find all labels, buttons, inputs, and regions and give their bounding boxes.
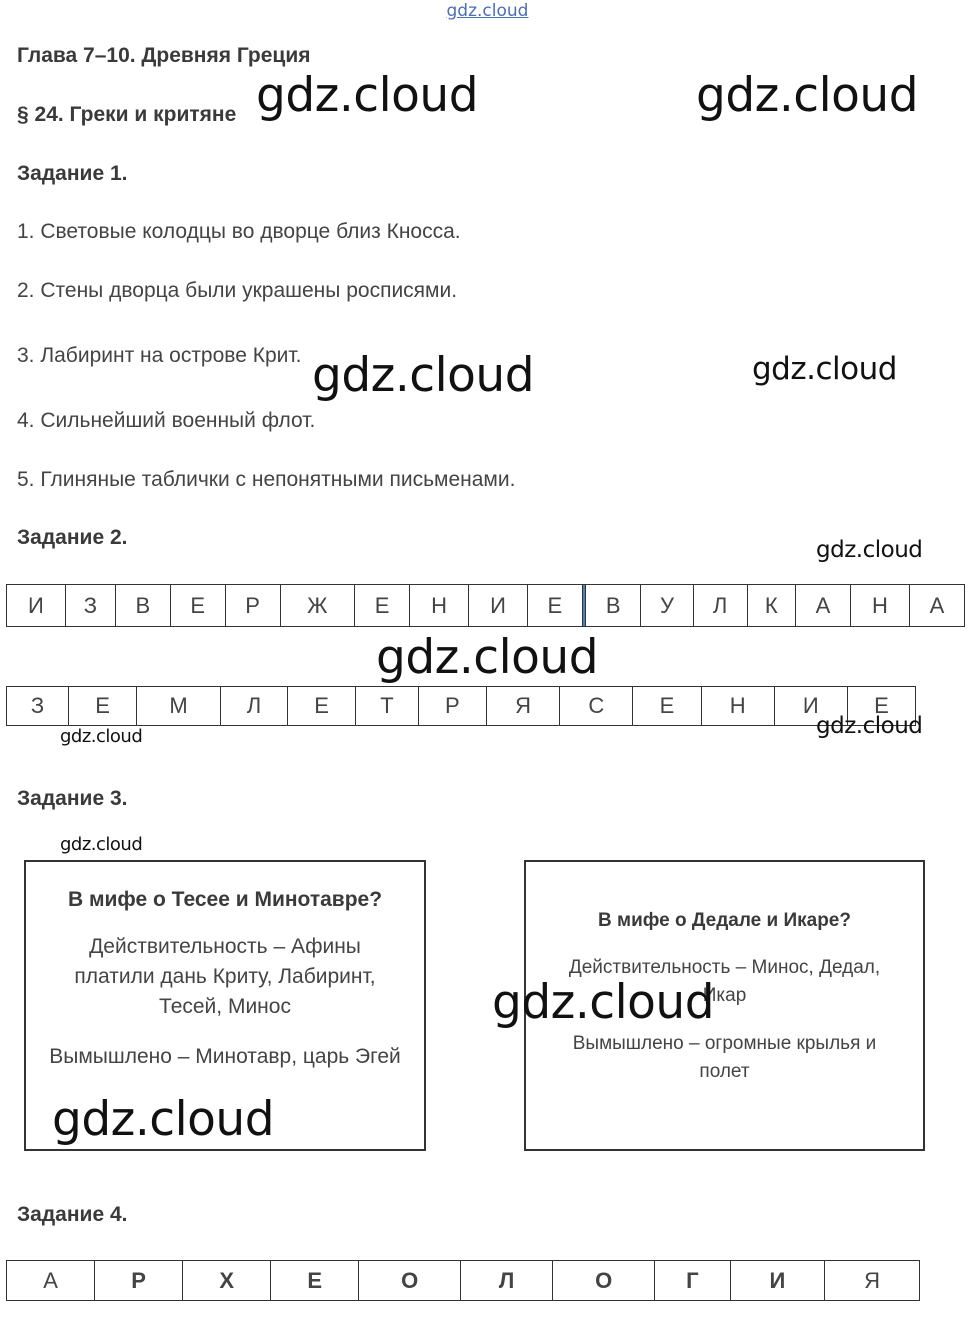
task1-item: 5. Глиняные таблички с непонятными письменами. [17, 468, 516, 491]
letter-cell: Е [170, 585, 225, 627]
watermark: gdz.cloud [492, 975, 715, 1030]
letter-cell: Н [701, 687, 774, 726]
watermark: gdz.cloud [52, 1092, 275, 1147]
letter-cell: М [137, 687, 221, 726]
task3-title: Задание 3. [17, 787, 128, 810]
letter-cell: Л [461, 1261, 553, 1301]
letter-cell: А [910, 585, 965, 627]
letter-cell: Т [356, 687, 419, 726]
section-title: § 24. Греки и критяне [17, 103, 237, 126]
myth-reality: Действительность – Афины платили дань Криту, Лабиринт, Тесей, Минос [74, 935, 376, 1018]
crossword-row-1 [6, 584, 965, 627]
letter-cell: Л [693, 585, 747, 627]
crossword-row-2 [6, 686, 916, 726]
chapter-title: Глава 7–10. Древняя Греция [17, 44, 311, 67]
letter-cell: Н [410, 585, 469, 627]
letter-cell: В [115, 585, 170, 627]
letter-cell: Е [355, 585, 410, 627]
watermark: gdz.cloud [752, 351, 897, 387]
letter-cell: У [641, 585, 693, 627]
task1-item: 4. Сильнейший военный флот. [17, 409, 316, 432]
letter-cell: Е [69, 687, 137, 726]
watermark: gdz.cloud [60, 834, 143, 855]
letter-cell: Л [221, 687, 288, 726]
watermark: gdz.cloud [696, 68, 919, 123]
letter-cell: Ж [280, 585, 355, 627]
watermark: gdz.cloud [816, 537, 923, 563]
letter-cell: Р [225, 585, 280, 627]
letter-cell: И [730, 1261, 824, 1301]
watermark: gdz.cloud [312, 348, 535, 403]
letter-cell: Е [633, 687, 701, 726]
answer-word-row [6, 1260, 920, 1301]
myth-question: В мифе о Тесее и Минотавре? [67, 888, 383, 911]
myth-reality: Действительность – Минос, Дедал, Икар [568, 957, 881, 1006]
letter-cell: И [774, 687, 847, 726]
letter-cell: О [553, 1261, 655, 1301]
letter-cell: Р [418, 687, 486, 726]
myth-fiction: Вымышлено – огромные крылья и полет [572, 1033, 877, 1082]
task2-title: Задание 2. [17, 526, 128, 549]
letter-cell: Е [847, 687, 915, 726]
letter-cell: А [7, 1261, 95, 1301]
letter-cell: Х [183, 1261, 271, 1301]
letter-cell: З [7, 687, 69, 726]
letter-cell: К [747, 585, 795, 627]
letter-cell: О [359, 1261, 461, 1301]
letter-cell: Я [486, 687, 559, 726]
task1-item: 1. Световые колодцы во дворце близ Кносса. [17, 220, 461, 243]
letter-cell: Е [288, 687, 356, 726]
myth-question: В мифе о Дедале и Икаре? [598, 910, 851, 931]
myth-fiction: Вымышлено – Минотавр, царь Эгей [49, 1045, 401, 1068]
watermark: gdz.cloud [816, 713, 923, 739]
watermark: gdz.cloud [376, 630, 599, 685]
letter-cell: Е [527, 585, 582, 627]
letter-cell: Р [95, 1261, 183, 1301]
watermark: gdz.cloud [256, 68, 479, 123]
task1-item: 2. Стены дворца были украшены росписями. [17, 279, 458, 302]
task1-item: 3. Лабиринт на острове Крит. [17, 344, 302, 367]
letter-cell: С [560, 687, 633, 726]
letter-cell: В [586, 585, 641, 627]
letter-cell: Г [655, 1261, 731, 1301]
letter-cell: Я [825, 1261, 920, 1301]
letter-cell: З [65, 585, 115, 627]
letter-cell: Е [271, 1261, 359, 1301]
watermark: gdz.cloud [60, 726, 143, 747]
letter-cell: И [469, 585, 528, 627]
task4-title: Задание 4. [17, 1203, 128, 1226]
letter-cell: Н [850, 585, 909, 627]
letter-cell: А [796, 585, 851, 627]
letter-cell: И [7, 585, 66, 627]
task1-title: Задание 1. [17, 162, 128, 185]
top-site-link[interactable]: gdz.cloud [446, 1, 529, 21]
